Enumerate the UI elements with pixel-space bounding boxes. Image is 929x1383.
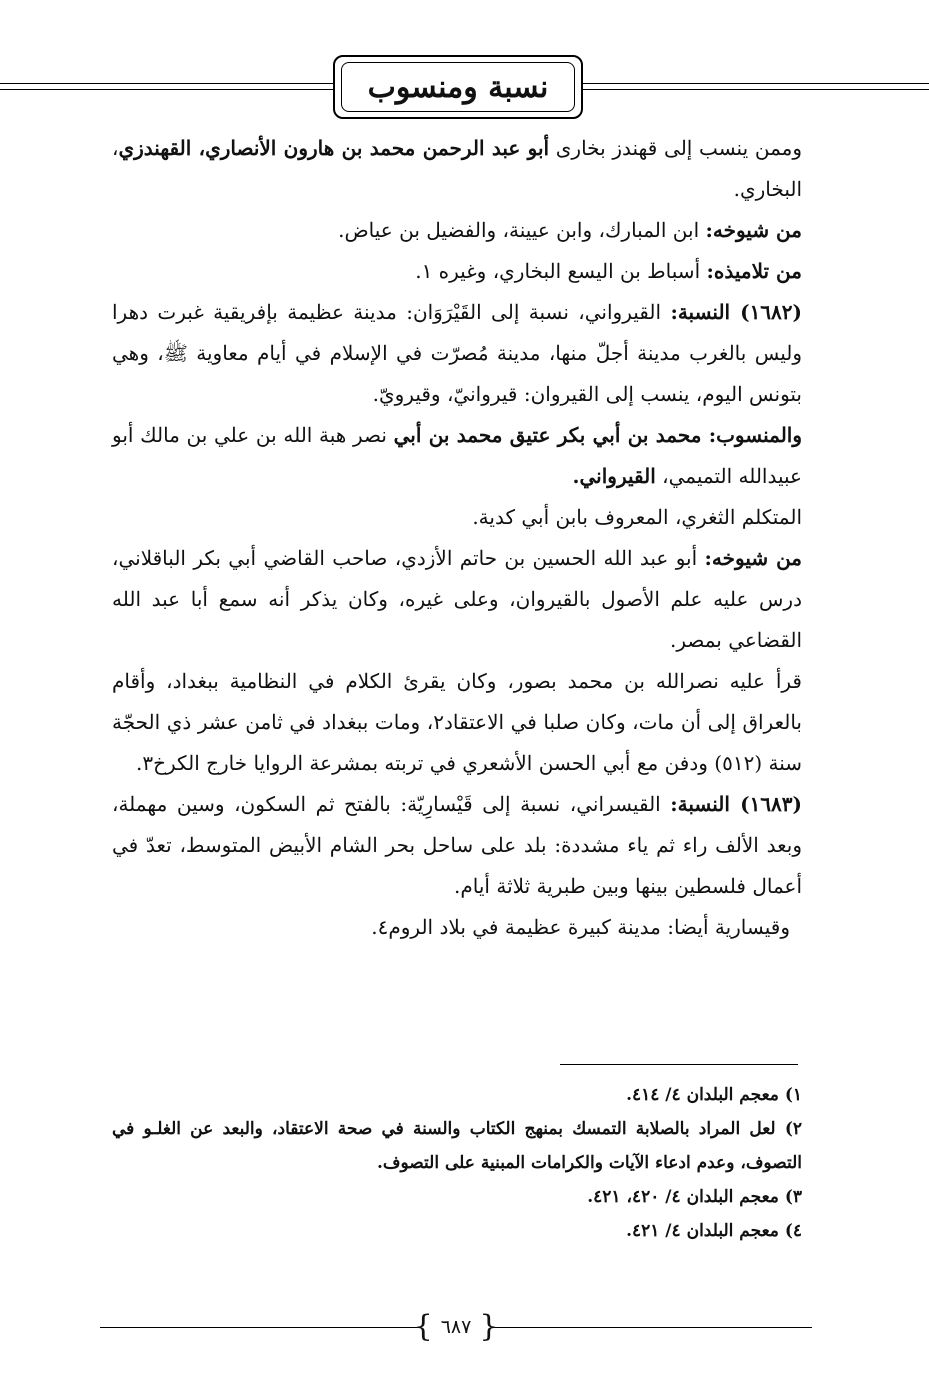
footnotes <box>112 1078 802 1248</box>
section-label: من شيوخه: <box>704 546 803 570</box>
footnote: ٣) معجم البلدان ٤/ ٤٢٠، ٤٢١. <box>587 1187 802 1207</box>
paragraph: وممن ينسب إلى قهندز بخارى أبو عبد الرحمن محمد بن هارون الأنصاري، القهندزي، البخاري. <box>112 136 803 201</box>
section-label: من تلاميذه: <box>706 259 802 283</box>
paragraph: والمنسوب: محمد بن أبي بكر عتيق محمد بن أبي نصر هبة الله بن علي بن مالك أبو عبيدالله التميمي، القيرواني. <box>112 423 803 488</box>
paragraph: (١٦٨٢) النسبة: القيرواني، نسبة إلى القَيْرَوَان: مدينة عظيمة بإفريقية غبرت دهرا وليس بالغرب مدينة أجلّ منها، مدينة مُصرّت في الإسلام في أيام معاوية ﷺ، وهي بتونس اليوم، ينسب إلى القيروان: قيروانيّ، وقيرويّ. <box>112 300 802 406</box>
header-rule-right-bottom <box>583 89 929 90</box>
section-label: من شيوخه: <box>705 218 802 242</box>
paragraph: وقيسارية أيضا: مدينة كبيرة عظيمة في بلاد الروم٤. <box>371 915 790 939</box>
paragraph: قرأ عليه نصرالله بن محمد بصور، وكان يقرئ الكلام في النظامية ببغداد، وأقام بالعراق إلى أن مات، وكان صلبا في الاعتقاد٢، ومات ببغداد في ثامن عشر ذي الحجّة سنة (٥١٢) ودفن مع أبي الحسن الأشعري في تربته بمشرعة الروايا خارج الكرخ٣. <box>112 669 802 775</box>
main-text <box>112 128 802 948</box>
brace-close: } <box>413 1309 433 1344</box>
header-rule-right-top <box>583 83 929 84</box>
footnote: ٢) لعل المراد بالصلابة التمسك بمنهج الكتاب والسنة في صحة الاعتقاد، والبعد عن الغلـو في التصوف، وعدم ادعاء الآيات والكرامات المبنية على التصوف. <box>112 1119 802 1173</box>
brace-open: { <box>479 1309 499 1344</box>
page-number <box>413 1309 499 1344</box>
paragraph: من تلاميذه: أسباط بن اليسع البخاري، وغيره ١. <box>415 259 802 283</box>
paragraph: من شيوخه: أبو عبد الله الحسين بن حاتم الأزدي، صاحب القاضي أبي بكر الباقلاني، درس عليه علم الأصول بالقيروان، وعلى غيره، وكان يذكر أنه سمع أبا عبد الله القضاعي بمصر. <box>112 546 803 652</box>
section-label: والمنسوب: محمد بن أبي بكر عتيق محمد بن أبي <box>393 423 803 447</box>
footer-rule-right <box>492 1327 812 1328</box>
paragraph: (١٦٨٣) النسبة: القيسراني، نسبة إلى قَيْسارِيّة: بالفتح ثم السكون، وسين مهملة، وبعد الألف راء ثم ياء مشددة: بلد على ساحل بحر الشام الأبيض المتوسط، تعدّ في أعمال فلسطين بينها وبين طبرية ثلاثة أيام. <box>112 792 802 898</box>
page-header <box>0 55 929 125</box>
header-title-frame <box>333 55 583 119</box>
header-rule-left-top <box>0 83 333 84</box>
entry-label: (١٦٨٢) النسبة: <box>670 300 802 324</box>
paragraph: المتكلم الثغري، المعروف بابن أبي كدية. <box>472 505 802 529</box>
paragraph: من شيوخه: ابن المبارك، وابن عيينة، والفضيل بن عياض. <box>338 218 802 242</box>
header-rule-left-bottom <box>0 89 333 90</box>
header-title: نسبة ومنسوب <box>341 62 575 112</box>
footnote-separator <box>560 1064 798 1065</box>
page-number-text: ٦٨٧ <box>440 1316 472 1338</box>
footnote: ١) معجم البلدان ٤/ ٤١٤. <box>626 1085 802 1105</box>
person-name: أبو عبد الرحمن محمد بن هارون الأنصاري، القهندزي <box>118 136 550 160</box>
footer-rule-left <box>100 1327 420 1328</box>
page-footer <box>0 1309 929 1344</box>
footnote: ٤) معجم البلدان ٤/ ٤٢١. <box>626 1221 802 1241</box>
entry-label: (١٦٨٣) النسبة: <box>670 792 802 816</box>
